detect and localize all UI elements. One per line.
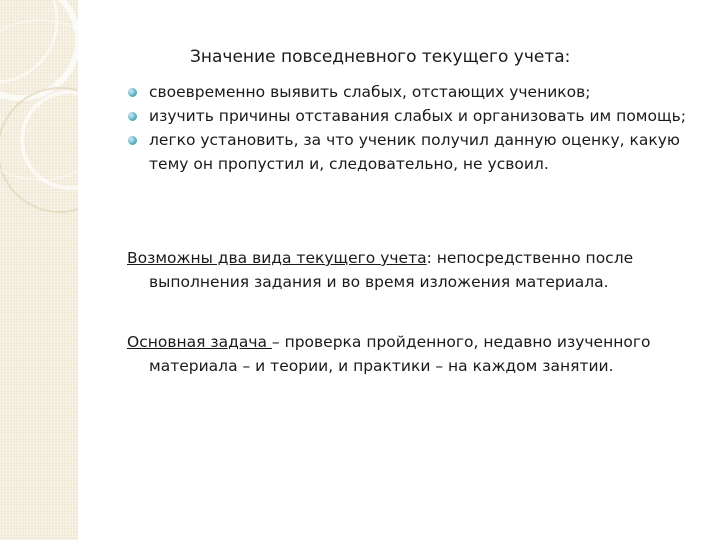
bullet-item — [130, 128, 690, 176]
bullet-item — [130, 104, 690, 128]
paragraph-main-task — [127, 330, 719, 378]
decorative-circles-graphic — [0, 0, 78, 540]
slide-title: Значение повседневного текущего учета: — [190, 47, 571, 67]
paragraph-tracking-types — [127, 246, 719, 294]
bullet-icon — [128, 112, 137, 121]
bullet-text: изучить причины отставания слабых и организовать им помощь; — [149, 107, 686, 125]
bullet-icon — [128, 136, 137, 145]
underlined-phrase: Возможны два вида текущего учета — [127, 249, 427, 267]
bullet-icon — [128, 88, 137, 97]
bullet-item — [130, 80, 690, 104]
paragraph-text: : непосредственно после выполнения задания и во время изложения материала. — [149, 249, 634, 291]
bullet-text: своевременно выявить слабых, отстающих учеников; — [149, 83, 591, 101]
bullet-list — [130, 80, 690, 176]
paragraph-text: – проверка пройденного, недавно изученного материала – и теории, и практики – на каждом занятии. — [149, 333, 651, 375]
underlined-phrase: Основная задача — [127, 333, 272, 351]
decorative-side-strip — [0, 0, 78, 540]
bullet-text: легко установить, за что ученик получил данную оценку, какую тему он пропустил и, следовательно, не усвоил. — [149, 131, 680, 173]
